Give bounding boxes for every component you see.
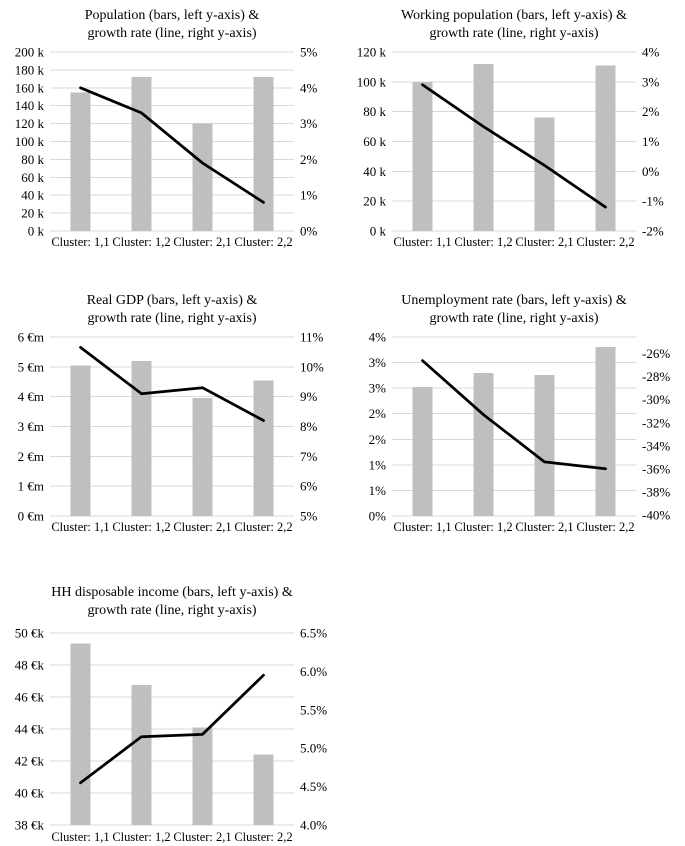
right-axis-tick-label: 0% (300, 223, 318, 239)
bar-1 (413, 387, 433, 516)
category-label-3: Cluster: 2,1 (173, 520, 232, 534)
left-axis-tick-label: 3 €m (17, 419, 44, 434)
left-axis-tick-label: 80 k (21, 151, 44, 167)
bar-4 (596, 347, 616, 516)
left-axis-tick-label: 120 k (356, 44, 386, 60)
category-label-2: Cluster: 1,2 (112, 830, 171, 844)
category-label-2: Cluster: 1,2 (454, 520, 513, 534)
left-axis-tick-label: 1 €m (17, 478, 44, 494)
right-axis-tick-label: 2% (642, 104, 660, 120)
bar-1 (71, 365, 91, 516)
left-axis-tick-label: 120 k (14, 116, 44, 132)
left-axis-tick-label: 4 €m (17, 389, 44, 405)
right-axis-tick-label: 7% (300, 448, 318, 464)
left-axis-tick-label: 3% (368, 380, 386, 396)
right-axis-tick-label: -30% (642, 392, 671, 408)
category-label-3: Cluster: 2,1 (515, 235, 574, 249)
right-axis-tick-label: 4.0% (300, 817, 328, 833)
bar-4 (254, 77, 274, 231)
bar-2 (474, 373, 494, 516)
right-axis-tick-label: -28% (642, 369, 671, 385)
left-axis-tick-label: 0 k (27, 223, 44, 239)
right-axis-tick-label: 11% (300, 329, 324, 345)
left-axis-tick-label: 2% (368, 431, 386, 447)
category-label-2: Cluster: 1,2 (112, 235, 171, 249)
right-axis-tick-label: 10% (300, 359, 324, 375)
chart-title-line2: growth rate (line, right y-axis) (87, 26, 257, 41)
left-axis-tick-label: 6 €m (17, 329, 44, 345)
chart-title-line1: HH disposable income (bars, left y-axis) & (51, 585, 293, 600)
category-label-4: Cluster: 2,2 (234, 520, 293, 534)
right-axis-tick-label: 9% (300, 389, 318, 405)
right-axis-tick-label: 0% (642, 163, 660, 179)
left-axis-tick-label: 4% (368, 329, 386, 345)
bar-2 (132, 77, 152, 231)
right-axis-tick-label: 3% (300, 116, 318, 132)
category-label-4: Cluster: 2,2 (234, 830, 293, 844)
category-label-1: Cluster: 1,1 (393, 520, 452, 534)
right-axis-tick-label: 4.5% (300, 779, 328, 795)
left-axis-tick-label: 40 k (21, 187, 44, 203)
left-axis-tick-label: 40 €k (14, 785, 44, 801)
growth-rate-line (81, 347, 264, 420)
growth-rate-line (423, 361, 606, 469)
right-axis-tick-label: 2% (300, 151, 318, 167)
right-axis-tick-label: 6.0% (300, 663, 328, 679)
left-axis-tick-label: 5 €m (17, 359, 44, 375)
bar-2 (132, 685, 152, 825)
right-axis-tick-label: 8% (300, 419, 318, 434)
category-label-4: Cluster: 2,2 (576, 235, 635, 249)
category-label-2: Cluster: 1,2 (112, 520, 171, 534)
left-axis-tick-label: 0 k (369, 223, 386, 239)
category-label-3: Cluster: 2,1 (173, 830, 232, 844)
category-label-2: Cluster: 1,2 (454, 235, 513, 249)
chart-title-line1: Population (bars, left y-axis) & (84, 8, 260, 23)
right-axis-tick-label: -2% (642, 223, 664, 239)
left-axis-tick-label: 60 k (363, 134, 386, 149)
right-axis-tick-label: -32% (642, 415, 671, 431)
left-axis-tick-label: 42 €k (14, 753, 44, 769)
left-axis-tick-label: 60 k (21, 169, 44, 185)
left-axis-tick-label: 140 k (14, 98, 44, 114)
category-label-3: Cluster: 2,1 (515, 520, 574, 534)
chart-real-gdp (0, 285, 343, 550)
category-label-1: Cluster: 1,1 (51, 830, 110, 844)
right-axis-tick-label: 6% (300, 478, 318, 494)
right-axis-tick-label: -36% (642, 461, 671, 477)
bar-4 (254, 380, 274, 516)
left-axis-tick-label: 180 k (14, 62, 44, 78)
growth-rate-line (423, 85, 606, 207)
right-axis-tick-label: 1% (300, 187, 318, 203)
left-axis-tick-label: 38 €k (14, 817, 44, 833)
right-axis-tick-label: -40% (642, 507, 671, 523)
left-axis-tick-label: 0 €m (17, 508, 44, 524)
right-axis-tick-label: -38% (642, 484, 671, 500)
left-axis-tick-label: 1% (368, 457, 386, 473)
chart-title-line2: growth rate (line, right y-axis) (429, 311, 599, 326)
bar-1 (71, 643, 91, 825)
right-axis-tick-label: -34% (642, 438, 671, 454)
left-axis-tick-label: 44 €k (14, 721, 44, 737)
right-axis-tick-label: 5% (300, 508, 318, 524)
right-axis-tick-label: 4% (642, 44, 660, 60)
left-axis-tick-label: 100 k (356, 74, 386, 90)
left-axis-tick-label: 0% (368, 508, 386, 524)
bar-1 (413, 82, 433, 231)
left-axis-tick-label: 200 k (14, 44, 44, 60)
right-axis-tick-label: -26% (642, 346, 671, 362)
chart-title-line1: Real GDP (bars, left y-axis) & (86, 293, 258, 308)
left-axis-tick-label: 40 k (363, 163, 386, 179)
left-axis-tick-label: 46 €k (14, 689, 44, 705)
left-axis-tick-label: 2% (368, 406, 386, 422)
right-axis-tick-label: 5% (300, 44, 318, 60)
chart-title-line2: growth rate (line, right y-axis) (87, 603, 257, 618)
right-axis-tick-label: 1% (642, 134, 660, 149)
bar-3 (535, 375, 555, 516)
category-label-3: Cluster: 2,1 (173, 235, 232, 249)
bar-3 (193, 398, 213, 516)
category-label-1: Cluster: 1,1 (51, 520, 110, 534)
chart-hh-disposable-income (0, 565, 343, 846)
right-axis-tick-label: 5.0% (300, 740, 328, 756)
right-axis-tick-label: 6.5% (300, 625, 328, 641)
category-label-1: Cluster: 1,1 (393, 235, 452, 249)
growth-rate-line (81, 88, 264, 203)
chart-population (0, 0, 343, 265)
category-label-1: Cluster: 1,1 (51, 235, 110, 249)
chart-title-line2: growth rate (line, right y-axis) (429, 26, 599, 41)
left-axis-tick-label: 3% (368, 355, 386, 371)
category-label-4: Cluster: 2,2 (234, 235, 293, 249)
bar-3 (193, 124, 213, 231)
bar-3 (535, 118, 555, 231)
left-axis-tick-label: 160 k (14, 80, 44, 96)
chart-unemployment-rate (342, 285, 685, 550)
right-axis-tick-label: 5.5% (300, 702, 328, 718)
bar-3 (193, 727, 213, 825)
chart-title-line1: Unemployment rate (bars, left y-axis) & (401, 293, 627, 308)
left-axis-tick-label: 2 €m (17, 448, 44, 464)
left-axis-tick-label: 20 k (363, 193, 386, 209)
right-axis-tick-label: 3% (642, 74, 660, 90)
bar-2 (474, 64, 494, 231)
left-axis-tick-label: 80 k (363, 104, 386, 120)
chart-title-line1: Working population (bars, left y-axis) & (401, 8, 627, 23)
chart-title-line2: growth rate (line, right y-axis) (87, 311, 257, 326)
bar-1 (71, 92, 91, 231)
left-axis-tick-label: 1% (368, 482, 386, 498)
left-axis-tick-label: 48 €k (14, 657, 44, 673)
bar-4 (254, 755, 274, 825)
category-label-4: Cluster: 2,2 (576, 520, 635, 534)
left-axis-tick-label: 20 k (21, 205, 44, 221)
right-axis-tick-label: 4% (300, 80, 318, 96)
left-axis-tick-label: 100 k (14, 134, 44, 149)
chart-working-population (342, 0, 685, 265)
right-axis-tick-label: -1% (642, 193, 664, 209)
left-axis-tick-label: 50 €k (14, 625, 44, 641)
bar-2 (132, 361, 152, 516)
